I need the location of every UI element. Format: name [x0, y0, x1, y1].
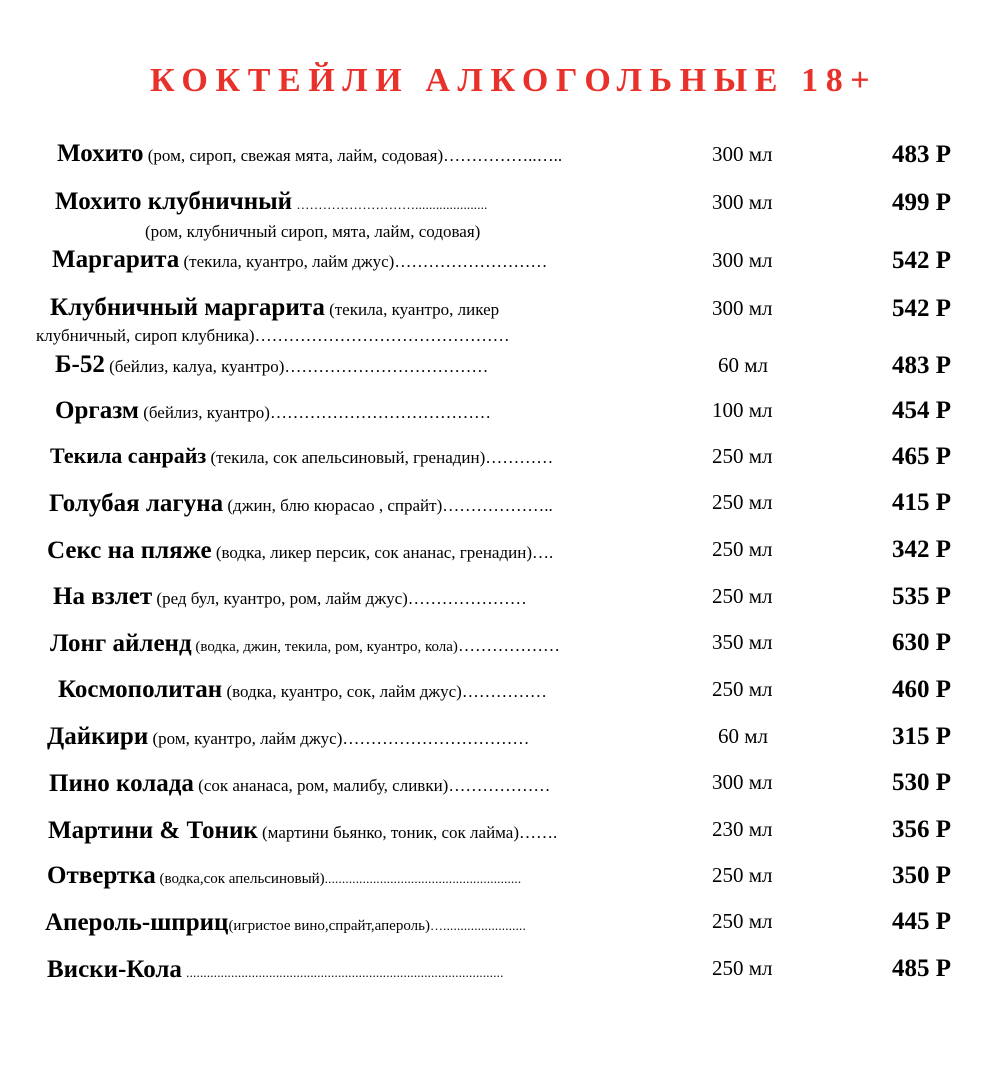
item-ingredients: (водка, ликер персик, сок ананас, гренадин) — [211, 543, 532, 562]
item-ingredients: (текила, куантро, лайм джус) — [179, 252, 395, 271]
item-description — [48, 817, 557, 846]
item-name: Пино колада — [49, 770, 194, 797]
menu-title: КОКТЕЙЛИ АЛКОГОЛЬНЫЕ 18+ — [150, 62, 878, 99]
item-price: 342 Р — [891, 536, 951, 563]
item-volume: 300 мл — [712, 248, 773, 272]
item-description — [47, 862, 521, 891]
item-name: Апероль-шприц — [45, 909, 229, 936]
item-name: Мохито клубничный — [55, 188, 293, 215]
leader-dots: ……………..….. — [443, 146, 563, 165]
item-volume: 250 мл — [712, 909, 773, 933]
item-name: Клубничный маргарита — [50, 294, 325, 321]
item-price: 350 Р — [891, 862, 951, 889]
item-description — [50, 294, 499, 323]
leader-dots: ………… — [485, 448, 554, 467]
item-description — [50, 630, 560, 659]
item-price: 530 Р — [891, 769, 951, 796]
item-name: Дайкири — [47, 723, 149, 750]
item-description — [47, 723, 529, 752]
leader-dots: ……………… — [448, 776, 551, 795]
item-volume: 60 мл — [718, 353, 769, 377]
leader-dots: ......................................................... — [324, 871, 522, 886]
item-volume: 250 мл — [712, 584, 773, 608]
item-description — [52, 246, 547, 275]
leader-dots: …………………………… — [342, 729, 530, 748]
item-ingredients: (джин, блю кюрасао , спрайт) — [223, 496, 443, 515]
item-price: 460 Р — [891, 676, 951, 703]
leader-dots: ............................................................................................ — [186, 965, 504, 980]
item-volume: 300 мл — [712, 770, 773, 794]
item-volume: 250 мл — [712, 537, 773, 561]
item-volume: 250 мл — [712, 444, 773, 468]
item-volume: 300 мл — [712, 190, 773, 214]
item-price: 315 Р — [891, 723, 951, 750]
item-price: 454 Р — [891, 397, 951, 424]
item-ingredients-line2: (ром, клубничный сироп, мята, лайм, содовая) — [145, 222, 481, 241]
item-price: 535 Р — [891, 583, 951, 610]
item-ingredients: (сок ананаса, ром, малибу, сливки) — [193, 776, 449, 795]
item-description — [58, 676, 547, 705]
item-name: Маргарита — [52, 246, 180, 273]
item-ingredients: (водка, джин, текила, ром, куантро, кола) — [191, 639, 458, 655]
item-ingredients: (текила, куантро, ликер — [324, 300, 500, 319]
item-ingredients: (водка, куантро, сок, лайм джус) — [222, 682, 462, 701]
item-ingredients: (бейлиз, калуа, куантро) — [104, 357, 285, 376]
item-name: Голубая лагуна — [49, 490, 224, 517]
item-volume: 250 мл — [712, 956, 773, 980]
item-volume: 60 мл — [718, 724, 769, 748]
item-price: 356 Р — [891, 816, 951, 843]
item-name: Секс на пляже — [47, 537, 212, 564]
item-name: На взлет — [53, 583, 153, 610]
item-price: 542 Р — [891, 295, 951, 322]
item-description — [47, 956, 504, 985]
item-price: 485 Р — [891, 955, 951, 982]
item-name: Лонг айленд — [50, 630, 192, 657]
item-price: 499 Р — [891, 189, 951, 216]
item-description — [49, 770, 550, 799]
item-volume: 250 мл — [712, 677, 773, 701]
item-ingredients-line2: клубничный, сироп клубника)……………………………………… — [36, 326, 510, 345]
leader-dots: …………… — [461, 682, 547, 701]
item-ingredients: (бейлиз, куантро) — [138, 403, 270, 422]
leader-dots: ……………… — [457, 636, 560, 655]
leader-dots: ………………………..................... — [296, 197, 488, 212]
item-name: Б-52 — [55, 351, 105, 378]
leader-dots: ………………… — [407, 589, 527, 608]
item-ingredients: (ред бул, куантро, ром, лайм джус) — [152, 589, 408, 608]
item-description — [55, 397, 491, 426]
leader-dots: ……………………………… — [284, 357, 489, 376]
item-volume: 230 мл — [712, 817, 773, 841]
item-price: 415 Р — [891, 489, 951, 516]
item-name: Виски-Кола — [47, 956, 182, 983]
item-description — [49, 490, 553, 519]
item-ingredients: (мартини бьянко, тоник, сок лайма) — [257, 823, 520, 842]
item-ingredients: (текила, сок апельсиновый, гренадин) — [206, 448, 486, 467]
item-name: Мохито — [57, 140, 144, 167]
item-volume: 300 мл — [712, 296, 773, 320]
item-name: Космополитан — [58, 676, 223, 703]
item-name: Текила санрайз — [50, 443, 207, 468]
item-volume: 250 мл — [712, 490, 773, 514]
item-price: 630 Р — [891, 629, 951, 656]
item-description — [57, 140, 562, 169]
leader-dots: …........................ — [429, 918, 526, 933]
item-price: 445 Р — [891, 908, 951, 935]
leader-dots: …. — [531, 543, 554, 562]
item-volume: 300 мл — [712, 142, 773, 166]
item-name: Отвертка — [47, 862, 156, 889]
item-volume: 100 мл — [712, 398, 773, 422]
leader-dots: ……………………… — [394, 252, 548, 271]
item-ingredients: (ром, куантро, лайм джус) — [148, 729, 343, 748]
item-name: Оргазм — [55, 397, 139, 424]
item-description — [45, 909, 526, 938]
item-price: 483 Р — [891, 352, 951, 379]
leader-dots: ……………….. — [442, 496, 553, 515]
item-ingredients: (водка,сок апельсиновый) — [155, 871, 325, 887]
item-ingredients: (ром, сироп, свежая мята, лайм, содовая) — [143, 146, 444, 165]
item-volume: 350 мл — [712, 630, 773, 654]
item-description — [55, 188, 488, 217]
item-description — [53, 583, 527, 612]
leader-dots: ………………………………… — [269, 403, 491, 422]
item-name: Мартини & Тоник — [48, 817, 258, 844]
item-price: 542 Р — [891, 247, 951, 274]
item-price: 483 Р — [891, 141, 951, 168]
item-volume: 250 мл — [712, 863, 773, 887]
leader-dots: ……. — [519, 823, 558, 842]
item-description — [47, 537, 553, 566]
item-description — [55, 351, 488, 380]
item-description — [50, 443, 553, 468]
item-ingredients: (игристое вино,спрайт,апероль) — [228, 918, 430, 934]
item-price: 465 Р — [891, 443, 951, 470]
